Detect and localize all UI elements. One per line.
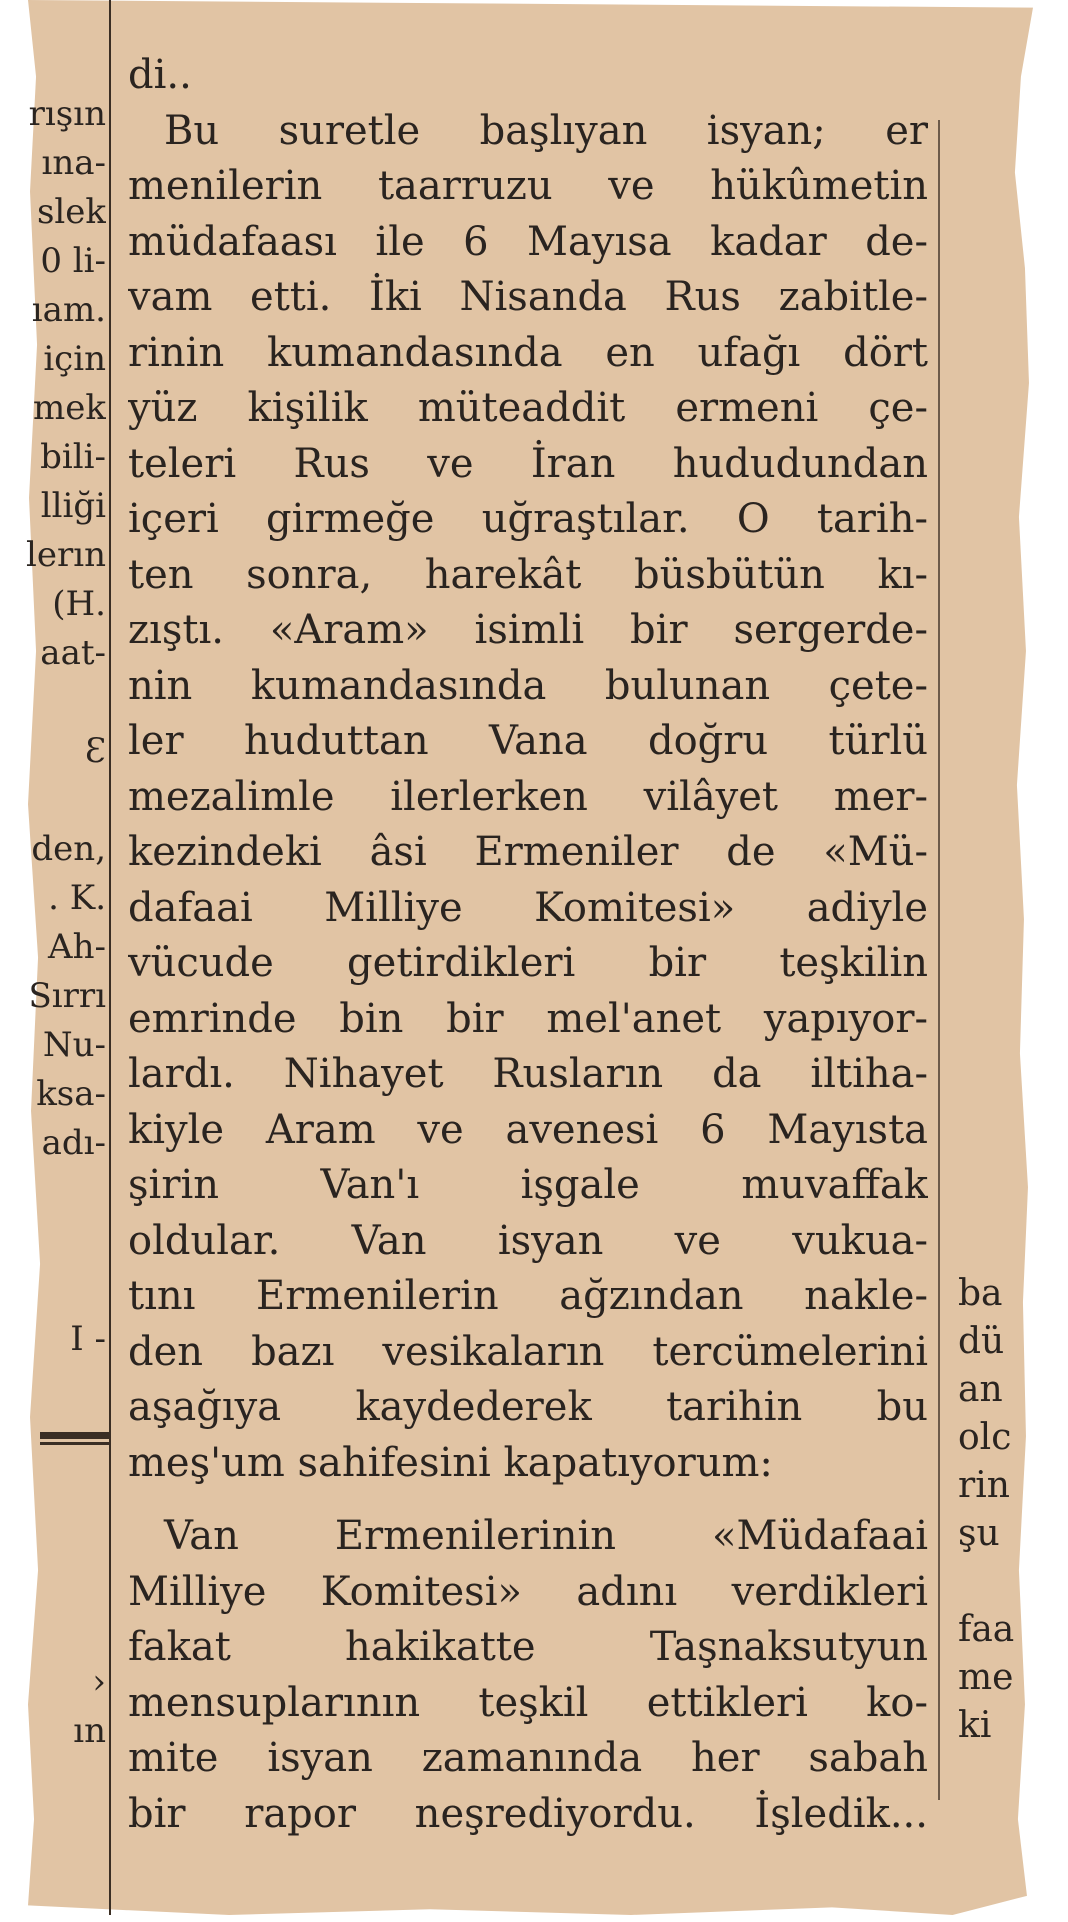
left-column-line (0, 1168, 106, 1217)
article-line: den bazı vesikaların tercümelerini (128, 1328, 928, 1375)
column-rule-right (938, 120, 940, 1800)
left-column-line: › (92, 1662, 106, 1702)
right-column-line: dü (958, 1321, 1005, 1362)
left-column-line: aat- (40, 633, 106, 673)
left-column-line (0, 1462, 106, 1511)
left-column-fragment (0, 90, 106, 1756)
left-column-line (0, 1364, 106, 1413)
article-line: dafaai Milliye Komitesi» adiyle (128, 884, 928, 931)
left-column-line: Ah- (48, 927, 106, 967)
article-line: aşağıya kaydederek tarihin bu (128, 1384, 928, 1430)
left-column-line: Ɛ (84, 731, 106, 771)
article-line: Van Ermenilerinin «Müdafaai (164, 1513, 928, 1559)
article-line: meş'um sahifesini kapatıyorum: (128, 1439, 773, 1486)
article-line: oldular. Van isyan ve vukua- (128, 1217, 928, 1264)
left-column-line: bili- (40, 437, 106, 477)
left-column-line: 0 li- (40, 241, 106, 281)
left-column-line: den, (31, 829, 106, 869)
left-column-line: I - (70, 1319, 106, 1359)
article-line: kiyle Aram ve avenesi 6 Mayısta (128, 1106, 928, 1153)
left-column-line (0, 1560, 106, 1609)
article-line: lardı. Nihayet Rusların da iltiha- (128, 1051, 928, 1097)
article-line: ler huduttan Vana doğru türlü (128, 718, 928, 764)
left-column-line: . K. (48, 878, 106, 918)
left-column-line (0, 1413, 106, 1462)
left-column-line (0, 1266, 106, 1315)
left-column-line: adı- (41, 1123, 106, 1163)
right-column-line (958, 1558, 1028, 1606)
left-column-line (0, 1511, 106, 1560)
left-column-line: lerın (25, 535, 106, 575)
article-line: mezalimle ilerlerken vilâyet mer- (128, 773, 928, 820)
article-line: içeri girmeğe uğraştılar. O tarih- (128, 496, 928, 542)
right-column-line: ba (958, 1273, 1003, 1314)
left-column-line (0, 678, 106, 727)
left-column-line: ın (73, 1711, 106, 1751)
right-column-line: faa (958, 1609, 1015, 1650)
article-line: nin kumandasında bulunan çete- (128, 662, 928, 709)
right-column-line: rin (958, 1465, 1010, 1506)
article-line: ten sonra, harekât büsbütün kı- (128, 551, 928, 598)
left-column-line (0, 1609, 106, 1658)
article-line: rinin kumandasında en ufağı dört (128, 329, 928, 376)
left-column-line: ksa- (36, 1074, 106, 1114)
article-line: emrinde bin bir mel'anet yapıyor- (128, 995, 928, 1042)
article-line: bir rapor neşrediyordu. İşledik... (128, 1790, 928, 1837)
left-column-line: Nu- (42, 1025, 106, 1065)
left-column-line: ıam. (31, 290, 106, 330)
left-column-line: lliği (40, 486, 106, 526)
article-line: Bu suretle başlıyan isyan; er (164, 107, 928, 154)
article-line: Milliye Komitesi» adını verdikleri (128, 1568, 928, 1615)
left-column-line: mek (33, 388, 106, 428)
article-line: mite isyan zamanında her sabah (128, 1735, 928, 1781)
article-line: menilerin taarruzu ve hükûmetin (128, 163, 928, 209)
right-column-line: olc (958, 1417, 1012, 1458)
article-line: di.. (128, 52, 192, 98)
right-column-line: şu (958, 1513, 1000, 1554)
article-line: teleri Rus ve İran hududundan (128, 440, 928, 487)
article-line: müdafaası ile 6 Mayısa kadar de- (128, 218, 928, 265)
article-line: kezindeki âsi Ermeniler de «Mü- (128, 829, 928, 875)
article-line: yüz kişilik müteaddit ermeni çe- (128, 385, 928, 431)
right-column-line: me (958, 1657, 1014, 1698)
left-column-line: (H. (52, 584, 106, 624)
right-column-line: an (958, 1369, 1003, 1410)
left-column-line: rışın (28, 94, 106, 134)
column-rule-left (109, 0, 111, 1915)
left-column-line: ına- (41, 143, 106, 183)
paragraph-gap (128, 1491, 928, 1509)
left-column-line: Sırrı (28, 976, 106, 1016)
article-line: mensuplarının teşkil ettikleri ko- (128, 1679, 928, 1726)
left-column-line: için (43, 339, 106, 379)
left-column-line (0, 1217, 106, 1266)
article-line: fakat hakikatte Taşnaksutyun (128, 1624, 928, 1670)
article-line: zıştı. «Aram» isimli bir sergerde- (128, 607, 928, 653)
right-column-fragment (958, 1270, 1028, 1750)
right-column-line: ki (958, 1705, 992, 1746)
article-line: vam etti. İki Nisanda Rus zabitle- (128, 274, 928, 320)
article-line: tını Ermenilerin ağzından nakle- (128, 1273, 928, 1319)
article-line: şirin Van'ı işgale muvaffak (128, 1162, 928, 1208)
left-column-line (0, 776, 106, 825)
main-article-column (128, 48, 928, 1842)
left-column-line: slek (36, 192, 106, 232)
article-line: vücude getirdikleri bir teşkilin (128, 940, 928, 986)
